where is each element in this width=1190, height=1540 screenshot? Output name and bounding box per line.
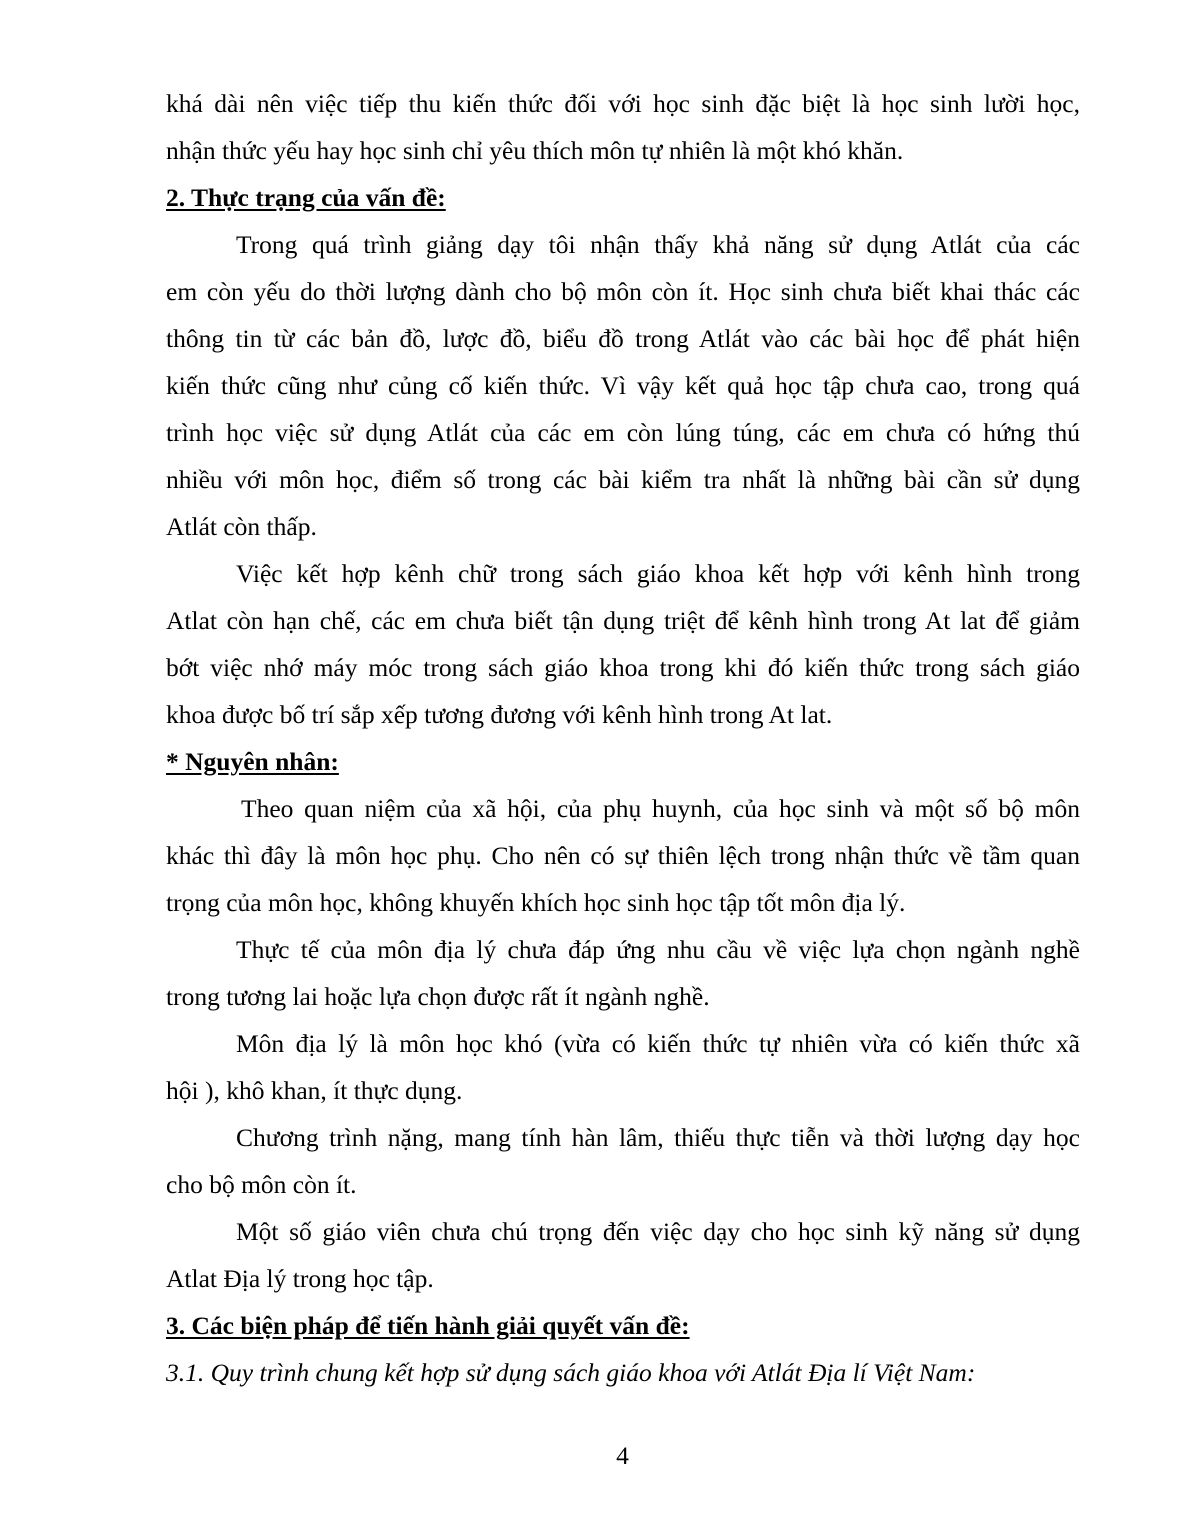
body-line: thông tin từ các bản đồ, lược đồ, biểu đồ trong Atlát vào các bài học để phát hiện xyxy=(166,324,1080,353)
section-heading: 3. Các biện pháp để tiến hành giải quyết vấn đề: xyxy=(166,1311,690,1340)
body-line: Môn địa lý là môn học khó (vừa có kiến thức tự nhiên vừa có kiến thức xã xyxy=(236,1029,1080,1058)
body-line: Atlat còn hạn chế, các em chưa biết tận dụng triệt để kênh hình trong At lat để giảm xyxy=(166,606,1080,635)
page-number: 4 xyxy=(616,1441,629,1470)
body-line: bớt việc nhớ máy móc trong sách giáo khoa trong khi đó kiến thức trong sách giáo xyxy=(166,653,1080,682)
causes-heading: * Nguyên nhân: xyxy=(166,747,339,776)
section-heading: 2. Thực trạng của vấn đề: xyxy=(166,183,446,212)
body-line: cho bộ môn còn ít. xyxy=(166,1170,357,1199)
body-line: trình học việc sử dụng Atlát của các em còn lúng túng, các em chưa có hứng thú xyxy=(166,418,1080,447)
body-line: khoa được bố trí sắp xếp tương đương với kênh hình trong At lat. xyxy=(166,700,833,729)
body-line: trọng của môn học, không khuyến khích học sinh học tập tốt môn địa lý. xyxy=(166,888,906,917)
subsection-heading: 3.1. Quy trình chung kết hợp sử dụng sách giáo khoa với Atlát Địa lí Việt Nam: xyxy=(166,1358,976,1387)
body-line: Theo quan niệm của xã hội, của phụ huynh, của học sinh và một số bộ môn xyxy=(241,794,1080,823)
body-line: Việc kết hợp kênh chữ trong sách giáo khoa kết hợp với kênh hình trong xyxy=(236,559,1080,588)
body-line: khá dài nên việc tiếp thu kiến thức đối với học sinh đặc biệt là học sinh lười học, xyxy=(166,89,1080,118)
body-line: nhận thức yếu hay học sinh chỉ yêu thích môn tự nhiên là một khó khăn. xyxy=(166,136,904,165)
body-line: hội ), khô khan, ít thực dụng. xyxy=(166,1076,463,1105)
body-line: Atlát còn thấp. xyxy=(166,512,317,541)
body-line: em còn yếu do thời lượng dành cho bộ môn còn ít. Học sinh chưa biết khai thác các xyxy=(166,277,1080,306)
body-line: Trong quá trình giảng dạy tôi nhận thấy khả năng sử dụng Atlát của các xyxy=(236,230,1080,259)
body-line: Atlat Địa lý trong học tập. xyxy=(166,1264,434,1293)
body-line: Thực tế của môn địa lý chưa đáp ứng nhu cầu về việc lựa chọn ngành nghề xyxy=(236,935,1080,964)
body-line: Chương trình nặng, mang tính hàn lâm, thiếu thực tiễn và thời lượng dạy học xyxy=(236,1123,1080,1152)
body-line: nhiều với môn học, điểm số trong các bài kiểm tra nhất là những bài cần sử dụng xyxy=(166,465,1080,494)
body-line: khác thì đây là môn học phụ. Cho nên có sự thiên lệch trong nhận thức về tầm quan xyxy=(166,841,1080,870)
body-line: kiến thức cũng như củng cố kiến thức. Vì vậy kết quả học tập chưa cao, trong quá xyxy=(166,371,1080,400)
body-line: trong tương lai hoặc lựa chọn được rất ít ngành nghề. xyxy=(166,982,710,1011)
body-line: Một số giáo viên chưa chú trọng đến việc dạy cho học sinh kỹ năng sử dụng xyxy=(236,1217,1080,1246)
